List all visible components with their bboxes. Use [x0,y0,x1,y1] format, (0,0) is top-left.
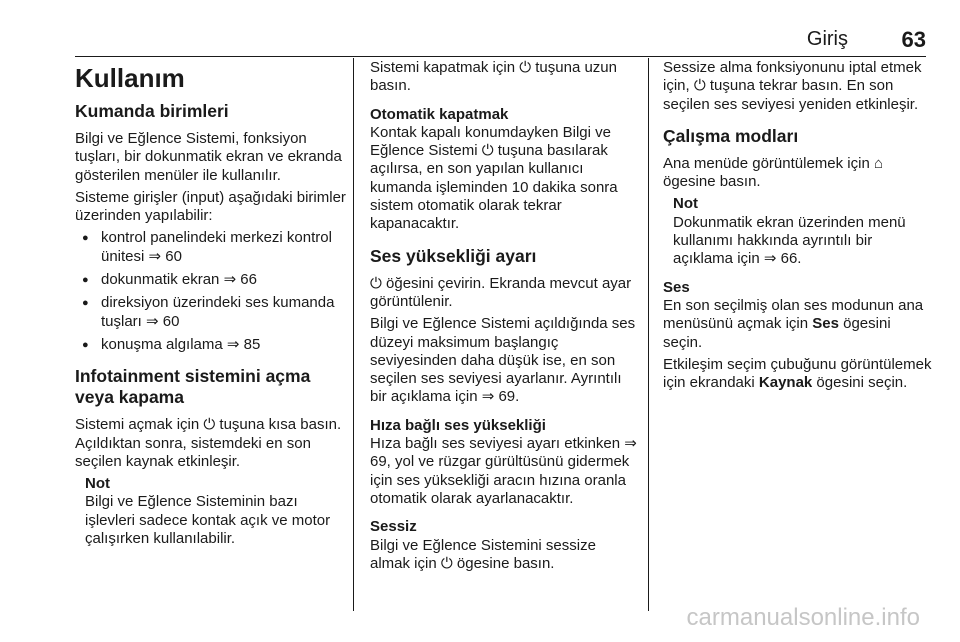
paragraph: Bilgi ve Eğlence Sistemi, fonksiyon tuşları, bir dokunmatik ekran ve ekranda gösterilen menüler ile kullanılır. [75,130,342,184]
heading-audio: Ses [663,278,690,296]
note-box [673,195,933,268]
page-title: Kullanım [75,63,185,93]
paragraph: Bilgi ve Eğlence Sistemi açıldığında ses düzeyi maksimum başlangıç seviyesinden daha düşük ise, en son seçilen ses seviyesi ayarlanır. Ayrıntılı bir açıklama için ⇒ 69. [370,315,636,406]
heading-modes: Çalışma modları [663,125,799,146]
heading-speed-volume: Hıza bağlı ses yüksekliği [370,416,546,434]
heading-on-off: Infotainment sistemini açma veya kapama [75,366,311,408]
heading-auto-off: Otomatik kapatmak [370,105,509,123]
ui-term-audio: Ses [812,315,839,333]
note-title: Not [673,195,698,213]
watermark: carmanualsonline.info [686,604,920,631]
note-box [85,475,347,548]
list-item: ● konuşma algılama ⇒ 85 [75,336,347,354]
paragraph: ⏻ öğesini çevirin. Ekranda mevcut ayar görüntülenir. [370,274,632,310]
note-text: Bilgi ve Eğlence Sisteminin bazı işlevleri sadece kontak açık ve motor çalışırken kullanılabilir. [85,493,331,548]
text: ögesini seçin. [663,315,891,351]
paragraph: Ana menüde görüntülemek için ⌂ ögesine basın. [663,154,884,191]
paragraph: Sistemi açmak için ⏻ tuşuna kısa basın. Açıldıktan sonra, sistemdeki en son seçilen kaynak etkinleşir. [75,416,342,470]
paragraph: Hıza bağlı ses seviyesi ayarı etkinken ⇒ 69, yol ve rüzgar gürültüsünü gidermek için ses yüksekliği aracın hızına oranla otomatik olarak ayarlanacaktır. [370,435,637,507]
column-divider-1 [353,58,354,611]
heading-controls: Kumanda birimleri [75,101,229,121]
list-item: ● kontrol panelindeki merkezi kontrol ünitesi ⇒ 60 [75,229,347,266]
column-3 [663,59,933,396]
paragraph: Sistemi kapatmak için ⏻ tuşuna uzun basın. [370,59,617,95]
list-item: ● dokunmatik ekran ⇒ 66 [75,271,347,289]
paragraph: Kontak kapalı konumdayken Bilgi ve Eğlence Sistemi ⏻ tuşuna basılarak açılırsa, en son yapılan kullanıcı kumanda işleminden 10 dakika sonra sistem otomatik olarak tekrar kapanacaktır. [370,123,618,233]
paragraph: Sessize alma fonksiyonunu iptal etmek için, ⏻ tuşuna tekrar basın. En son seçilen ses seviyesi yeniden etkinleşir. [663,59,922,113]
column-2 [370,59,638,577]
paragraph: Bilgi ve Eğlence Sistemini sessize almak için ⏻ ögesine basın. [370,536,596,572]
text: En son seçilmiş olan ses modunun ana menüsünü açmak için [663,296,924,333]
note-text: Dokunmatik ekran üzerinden menü kullanımı hakkında ayrıntılı bir açıklama için ⇒ 66. [673,213,906,268]
page-header [75,26,926,56]
paragraph: Sisteme girişler (input) aşağıdaki birimler üzerinden yapılabilir: [75,188,346,225]
heading-volume: Ses yüksekliği ayarı [370,245,537,266]
text: Etkileşim seçim çubuğunu görüntülemek için ekrandaki [663,355,932,392]
input-units-list [75,229,347,354]
heading-mute: Sessiz [370,518,417,536]
paragraph [663,297,933,352]
header-rule [75,56,926,57]
ui-term-source: Kaynak [758,374,813,392]
text: ögesini seçin. [812,374,908,392]
note-title: Not [85,475,110,493]
section-title: Giriş [806,28,848,50]
page-number: 63 [901,27,926,52]
column-1 [75,59,347,558]
paragraph [663,356,933,393]
list-item: ● direksiyon üzerindeki ses kumanda tuşları ⇒ 60 [75,294,347,331]
column-divider-2 [648,58,649,611]
